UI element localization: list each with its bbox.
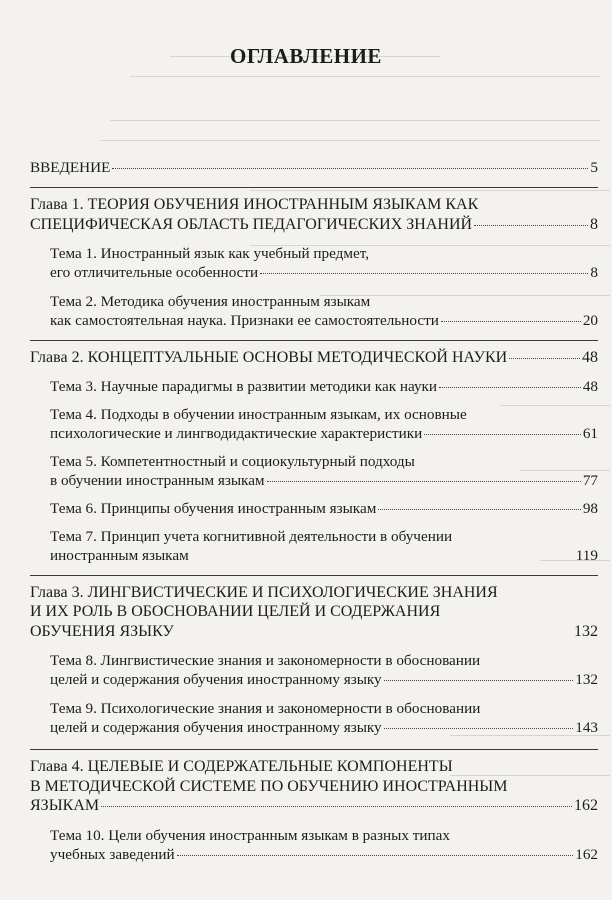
entry-line: Тема 4. Подходы в обучении иностранным языкам, их основные [50, 405, 467, 423]
chapter-divider [30, 575, 598, 576]
leader-dots [267, 481, 581, 482]
toc-entry-topic-2[interactable] [50, 292, 598, 330]
toc-entry-topic-7[interactable] [50, 527, 598, 565]
toc-entry-topic-10[interactable] [50, 826, 598, 864]
entry-line: его отличительные особенности [50, 264, 259, 281]
entry-line: Тема 3. Научные парадигмы в развитии методики как науки [50, 377, 438, 395]
page-number: 132 [575, 671, 598, 688]
toc-entry-chapter-3[interactable] [30, 583, 598, 642]
entry-line: иностранным языкам [50, 546, 189, 564]
entry-line: ОБУЧЕНИЯ ЯЗЫКУ [30, 622, 174, 640]
page-number: 77 [582, 471, 598, 489]
toc-entry-topic-1[interactable] [50, 244, 598, 282]
entry-line: в обучении иностранным языкам [50, 471, 265, 489]
entry-line: Глава 1. ТЕОРИЯ ОБУЧЕНИЯ ИНОСТРАННЫМ ЯЗЫКАМ КАК [30, 196, 479, 213]
entry-line: Тема 9. Психологические знания и закономерности в обосновании [50, 700, 481, 717]
page-number: 8 [590, 264, 598, 281]
leader-dots [177, 855, 574, 856]
page-number: 61 [582, 424, 598, 442]
page-number: 132 [574, 622, 598, 640]
toc-entry-topic-8[interactable] [50, 651, 598, 689]
toc-entry-topic-3[interactable] [50, 377, 598, 396]
entry-line: Тема 6. Принципы обучения иностранным языкам [50, 499, 377, 517]
leader-dots [384, 728, 574, 729]
entry-line: целей и содержания обучения иностранному языку [50, 671, 382, 688]
entry-line: СПЕЦИФИЧЕСКАЯ ОБЛАСТЬ ПЕДАГОГИЧЕСКИХ ЗНАНИЙ [30, 215, 473, 233]
leader-dots [441, 321, 581, 322]
leader-dots [424, 434, 581, 435]
entry-line: Тема 1. Иностранный язык как учебный предмет, [50, 245, 370, 262]
page-number: 48 [582, 377, 598, 395]
leader-dots [439, 387, 581, 388]
leader-dots [474, 225, 588, 226]
chapter-divider [30, 340, 598, 341]
page-number: 98 [582, 499, 598, 517]
page-title: ОГЛАВЛЕНИЕ [230, 44, 382, 68]
entry-line: Тема 8. Лингвистические знания и закономерности в обосновании [50, 652, 481, 669]
leader-dots [101, 806, 572, 807]
toc-entry-introduction[interactable] [30, 158, 598, 177]
toc-entry-chapter-2[interactable] [30, 348, 598, 368]
leader-dots [378, 509, 581, 510]
page-number: 20 [582, 312, 598, 329]
entry-title: ВВЕДЕНИЕ [30, 159, 111, 176]
toc-entry-chapter-4[interactable] [30, 757, 598, 816]
page-number: 48 [582, 349, 598, 366]
toc-entry-topic-5[interactable] [50, 452, 598, 490]
page-number: 143 [575, 719, 598, 736]
toc-entry-topic-9[interactable] [50, 699, 598, 737]
entry-line: В МЕТОДИЧЕСКОЙ СИСТЕМЕ ПО ОБУЧЕНИЮ ИНОСТРАННЫМ [30, 777, 508, 795]
entry-line: психологические и лингводидактические характеристики [50, 424, 423, 442]
entry-line: Тема 10. Цели обучения иностранным языкам в разных типах [50, 826, 450, 844]
leader-dots [260, 273, 588, 274]
entry-line: ЯЗЫКАМ [30, 797, 100, 814]
page-number: 8 [590, 215, 598, 233]
leader-dots [191, 556, 574, 557]
entry-line: как самостоятельная наука. Признаки ее самостоятельности [50, 312, 439, 329]
page-number: 5 [590, 159, 598, 176]
leader-dots [509, 358, 580, 359]
leader-dots [112, 168, 588, 169]
toc-entry-topic-6[interactable] [50, 499, 598, 518]
leader-dots [384, 680, 574, 681]
page-number: 162 [575, 845, 598, 863]
leader-dots [176, 632, 572, 633]
page-number: 162 [574, 797, 598, 814]
table-of-contents [30, 146, 598, 864]
entry-line: Тема 2. Методика обучения иностранным языкам [50, 293, 371, 310]
toc-entry-topic-4[interactable] [50, 405, 598, 443]
chapter-divider [30, 749, 598, 750]
entry-line: Глава 4. ЦЕЛЕВЫЕ И СОДЕРЖАТЕЛЬНЫЕ КОМПОНЕНТЫ [30, 758, 453, 775]
chapter-divider [30, 187, 598, 188]
entry-line: целей и содержания обучения иностранному языку [50, 719, 382, 736]
page-number: 119 [575, 546, 598, 564]
entry-line: учебных заведений [50, 845, 175, 863]
entry-line: Глава 2. КОНЦЕПТУАЛЬНЫЕ ОСНОВЫ МЕТОДИЧЕСКОЙ НАУКИ [30, 349, 508, 366]
entry-line: И ИХ РОЛЬ В ОБОСНОВАНИИ ЦЕЛЕЙ И СОДЕРЖАНИЯ [30, 603, 441, 620]
toc-entry-chapter-1[interactable] [30, 195, 598, 234]
entry-line: Тема 7. Принцип учета когнитивной деятельности в обучении [50, 527, 453, 545]
entry-line: Глава 3. ЛИНГВИСТИЧЕСКИЕ И ПСИХОЛОГИЧЕСКИЕ ЗНАНИЯ [30, 583, 498, 601]
entry-line: Тема 5. Компетентностный и социокультурный подходы [50, 452, 415, 470]
